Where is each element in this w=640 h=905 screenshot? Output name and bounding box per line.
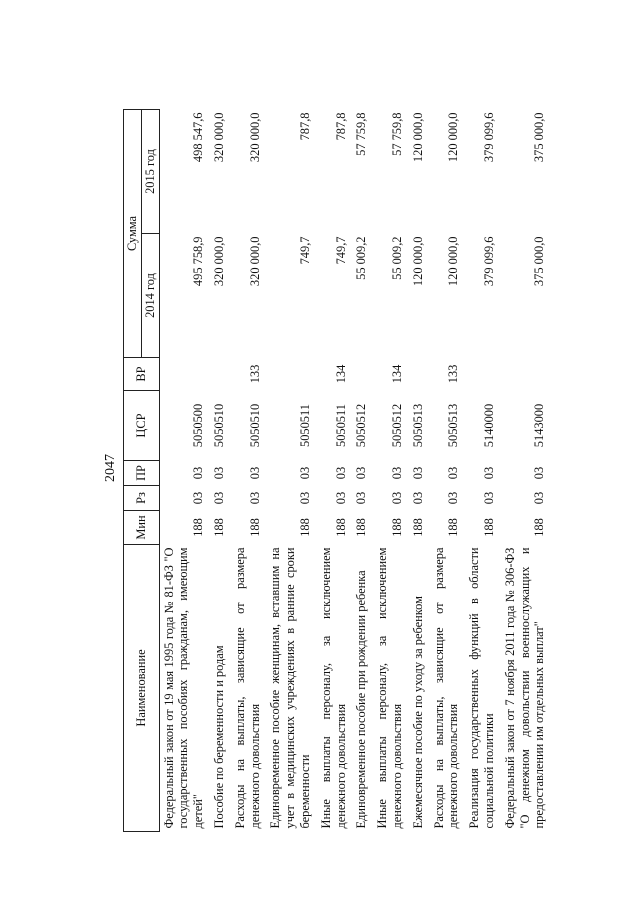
table-row	[409, 110, 430, 832]
cell-pr: 03	[211, 466, 226, 480]
cell-sum-2015: 498 547,6	[191, 112, 206, 163]
header-name: Наименование	[124, 545, 160, 832]
cell-name: Федеральный закон от 7 ноября 2011 года № 306-ФЗ "О денежном довольствии военнослужащих и предоставлении им отдельных выплат"	[502, 547, 547, 829]
cell-vr	[266, 358, 316, 391]
cell-name: Единовременное пособие женщинам, вставшим на учет в медицинских учреждениях в ранние сроки беременности	[268, 547, 312, 829]
cell-min: 188	[354, 518, 369, 537]
cell-rz: 03	[297, 491, 312, 505]
cell-vr	[501, 358, 551, 391]
cell-rz: 03	[481, 491, 496, 505]
cell-rz: 03	[191, 491, 206, 505]
header-sum: Сумма	[124, 110, 142, 358]
cell-pr: 03	[191, 466, 206, 480]
cell-vr	[409, 358, 430, 391]
cell-min: 188	[389, 518, 404, 537]
cell-pr: 03	[446, 466, 461, 480]
cell-rz: 03	[410, 491, 425, 505]
cell-sum-2014: 55 009,2	[389, 236, 404, 280]
cell-sum-2014: 375 000,0	[532, 236, 547, 287]
header-year-2015: 2015 год	[141, 110, 159, 234]
table-row	[373, 110, 409, 832]
cell-vr	[159, 358, 210, 391]
table-body	[159, 110, 551, 832]
cell-min: 188	[446, 518, 461, 537]
table-row	[159, 110, 210, 832]
cell-min: 188	[247, 518, 262, 537]
cell-sum-2015: 120 000,0	[446, 112, 461, 163]
cell-name: Расходы на выплаты, зависящие от размера денежного довольствия	[232, 547, 262, 829]
cell-name: Федеральный закон от 19 мая 1995 года № 81-ФЗ "О государственных пособиях гражданам, имеющим детей"	[161, 547, 206, 829]
cell-sum-2015: 320 000,0	[247, 112, 262, 163]
cell-sum-2014: 120 000,0	[446, 236, 461, 287]
header-pr: ПР	[124, 461, 160, 486]
header-vr: ВР	[124, 358, 160, 391]
table-row	[430, 110, 466, 832]
cell-sum-2014: 749,7	[333, 236, 348, 265]
cell-sum-2014: 379 099,6	[481, 236, 496, 287]
cell-vr: 134	[389, 364, 404, 384]
cell-pr: 03	[410, 466, 425, 480]
cell-vr	[352, 358, 373, 391]
cell-pr: 03	[333, 466, 348, 480]
cell-sum-2014: 120 000,0	[410, 236, 425, 287]
cell-vr: 133	[446, 364, 461, 384]
cell-pr: 03	[354, 466, 369, 480]
cell-csr: 5143000	[532, 403, 547, 448]
table-header-row	[124, 110, 142, 832]
header-rz: Рз	[124, 486, 160, 511]
cell-pr: 03	[532, 466, 547, 480]
cell-sum-2014: 749,7	[297, 236, 312, 265]
cell-csr: 5050513	[410, 403, 425, 448]
cell-vr: 134	[333, 364, 348, 384]
cell-rz: 03	[389, 491, 404, 505]
cell-min: 188	[333, 518, 348, 537]
cell-rz: 03	[211, 491, 226, 505]
cell-min: 188	[191, 518, 206, 537]
cell-rz: 03	[532, 491, 547, 505]
cell-rz: 03	[247, 491, 262, 505]
cell-sum-2014: 320 000,0	[247, 236, 262, 287]
cell-rz: 03	[446, 491, 461, 505]
cell-vr	[465, 358, 501, 391]
cell-pr: 03	[247, 466, 262, 480]
cell-vr: 133	[247, 364, 262, 384]
cell-sum-2015: 320 000,0	[211, 112, 226, 163]
cell-sum-2015: 57 759,8	[389, 112, 404, 156]
cell-min: 188	[532, 518, 547, 537]
cell-sum-2014: 495 758,9	[191, 236, 206, 287]
cell-min: 188	[410, 518, 425, 537]
cell-pr: 03	[389, 466, 404, 480]
cell-name: Ежемесячное пособие по уходу за ребенком	[410, 596, 425, 829]
budget-table	[123, 109, 551, 832]
cell-sum-2015: 57 759,8	[354, 112, 369, 156]
cell-name: Расходы на выплаты, зависящие от размера денежного довольствия	[431, 547, 461, 829]
cell-rz: 03	[333, 491, 348, 505]
cell-min: 188	[211, 518, 226, 537]
cell-csr: 5050510	[247, 403, 262, 448]
cell-min: 188	[481, 518, 496, 537]
cell-pr: 03	[297, 466, 312, 480]
cell-sum-2015: 787,8	[333, 112, 348, 141]
table-row	[210, 110, 231, 832]
cell-rz: 03	[354, 491, 369, 505]
header-min: Мин	[124, 511, 160, 545]
cell-name: Единовременное пособие при рождении ребенка	[354, 570, 369, 829]
cell-name: Иные выплаты персоналу, за исключением денежного довольствия	[375, 547, 404, 829]
page-number: 2047	[103, 454, 118, 482]
cell-name: Пособие по беременности и родам	[211, 645, 226, 829]
table-row	[231, 110, 267, 832]
cell-min: 188	[297, 518, 312, 537]
cell-sum-2015: 787,8	[297, 112, 312, 141]
table-row	[266, 110, 316, 832]
cell-sum-2015: 379 099,6	[481, 112, 496, 163]
cell-csr: 5050512	[389, 403, 404, 448]
cell-name: Реализация государственных функций в области социальной политики	[467, 547, 496, 829]
cell-sum-2015: 375 000,0	[532, 112, 547, 163]
header-year-2014: 2014 год	[141, 234, 159, 358]
cell-csr: 5050511	[333, 404, 348, 447]
cell-sum-2014: 55 009,2	[354, 236, 369, 280]
cell-csr: 5050512	[354, 403, 369, 448]
cell-csr: 5050510	[211, 403, 226, 448]
rotated-page-content	[97, 68, 569, 868]
cell-csr: 5050511	[297, 404, 312, 447]
cell-sum-2015: 120 000,0	[410, 112, 425, 163]
cell-pr: 03	[481, 466, 496, 480]
cell-sum-2014: 320 000,0	[211, 236, 226, 287]
cell-vr	[210, 358, 231, 391]
cell-csr: 5050513	[446, 403, 461, 448]
cell-csr: 5140000	[481, 403, 496, 448]
table-row	[317, 110, 353, 832]
cell-name: Иные выплаты персоналу, за исключением денежного довольствия	[318, 547, 348, 829]
cell-csr: 5050500	[191, 403, 206, 448]
header-csr: ЦСР	[124, 391, 160, 461]
table-row	[352, 110, 373, 832]
table-row	[465, 110, 501, 832]
table-row	[501, 110, 551, 832]
